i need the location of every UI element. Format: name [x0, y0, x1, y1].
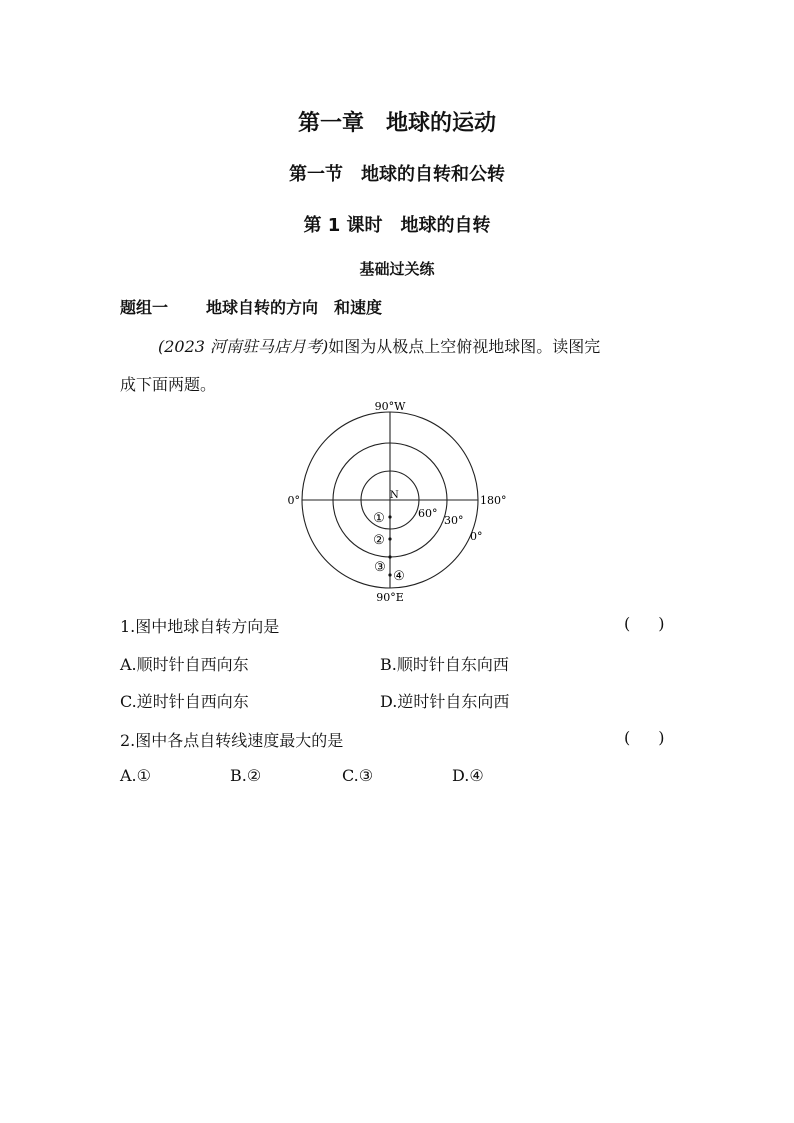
section-title: 第一节 地球的自转和公转 — [289, 164, 505, 185]
intro-line-1 — [158, 334, 600, 357]
label-90e: 90°E — [376, 591, 404, 604]
exercise-title: 基础过关练 — [359, 260, 435, 278]
question-1-option-d[interactable]: D.逆时针自东向西 — [380, 692, 510, 711]
question-2-option-a[interactable]: A.① — [120, 766, 151, 785]
label-90w: 90°W — [374, 400, 406, 413]
point-2-dot — [388, 537, 391, 540]
question-1-option-b[interactable]: B.顺时针自东向西 — [380, 655, 509, 674]
chapter-title: 第一章 地球的运动 — [297, 111, 496, 136]
label-30: 30° — [444, 514, 464, 527]
label-180: 180° — [480, 494, 507, 507]
label-0-left: 0° — [287, 494, 300, 507]
point-3-dot — [388, 555, 391, 558]
paren-open: ( — [624, 614, 631, 633]
point-4-dot — [388, 573, 391, 576]
question-2-answer-blank[interactable] — [624, 728, 665, 747]
intro-line-2: 成下面两题。 — [120, 375, 217, 394]
group-title: 地球自转的方向 和速度 — [206, 298, 383, 317]
label-0-equator: 0° — [470, 530, 483, 543]
lesson-title: 第 1 课时 地球的自转 — [303, 215, 491, 236]
question-1-option-a[interactable]: A.顺时针自西向东 — [120, 655, 249, 674]
question-group-heading — [120, 295, 382, 318]
paren-close: ) — [658, 614, 665, 633]
question-2-stem: 2.图中各点自转线速度最大的是 — [120, 731, 344, 750]
polar-view-diagram — [280, 396, 520, 608]
intro-source: (2023 河南驻马店月考) — [158, 337, 329, 356]
paren-open: ( — [624, 728, 631, 747]
label-60: 60° — [418, 507, 438, 520]
question-1-stem: 1.图中地球自转方向是 — [120, 617, 280, 636]
point-2-label: ② — [373, 533, 385, 548]
point-1-dot — [388, 515, 391, 518]
question-1-answer-blank[interactable] — [624, 614, 665, 633]
point-4-label: ④ — [393, 569, 405, 584]
paren-close: ) — [658, 728, 665, 747]
question-1-option-c[interactable]: C.逆时针自西向东 — [120, 692, 249, 711]
label-north-pole: N — [390, 490, 399, 501]
group-label: 题组一 — [120, 298, 169, 317]
question-2-option-c[interactable]: C.③ — [342, 766, 374, 785]
intro-text-1: 如图为从极点上空俯视地球图。读图完 — [328, 337, 601, 356]
question-2-option-b[interactable]: B.② — [230, 766, 262, 785]
question-2-option-d[interactable]: D.④ — [452, 766, 484, 785]
point-3-label: ③ — [374, 560, 386, 575]
point-1-label: ① — [373, 511, 385, 526]
